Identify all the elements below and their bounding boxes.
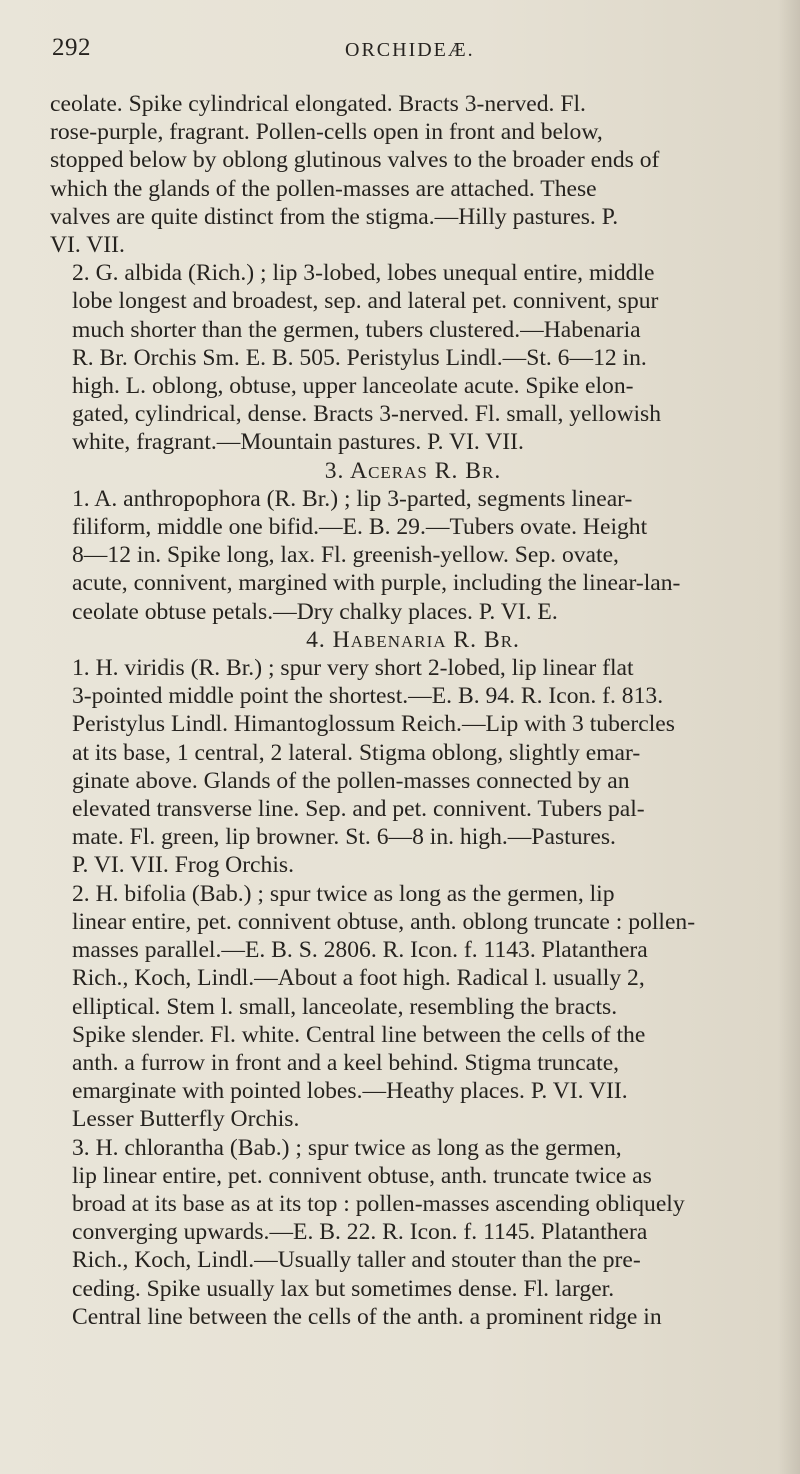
- text-line: acute, connivent, margined with purple, including the linear-lan-: [72, 570, 681, 597]
- text-line: mate. Fl. green, lip browner. St. 6—8 in. high.—Pastures.: [72, 824, 616, 851]
- running-head: [50, 0, 786, 66]
- text-line: R. Br. Orchis Sm. E. B. 505. Peristylus Lindl.—St. 6—12 in.: [72, 344, 647, 371]
- paragraph-gymnadenia-continued: [50, 90, 776, 259]
- text-line: P. VI. VII. Frog Orchis.: [72, 852, 294, 879]
- text-line: VI. VII.: [50, 232, 125, 259]
- entry-h-bifolia: [50, 880, 776, 1134]
- text-line: filiform, middle one bifid.—E. B. 29.—Tubers ovate. Height: [72, 514, 648, 541]
- text-line: Peristylus Lindl. Himantoglossum Reich.—Lip with 3 tubercles: [72, 711, 675, 738]
- text-line: lobe longest and broadest, sep. and lateral pet. connivent, spur: [72, 288, 659, 315]
- page-number: 292: [52, 34, 91, 61]
- text-line: which the glands of the pollen-masses are attached. These: [50, 175, 597, 202]
- text-line: ginate above. Glands of the pollen-masses connected by an: [72, 767, 630, 794]
- text-line: anth. a furrow in front and a keel behind. Stigma truncate,: [72, 1049, 620, 1076]
- text-line: 2. G. albida (Rich.) ; lip 3-lobed, lobes unequal entire, middle: [72, 260, 655, 287]
- text-line: broad at its base as at its top : pollen-masses ascending obliquely: [72, 1190, 685, 1217]
- text-line: stopped below by oblong glutinous valves to the broader ends of: [50, 147, 660, 174]
- text-line: Spike slender. Fl. white. Central line between the cells of the: [72, 1021, 646, 1048]
- entry-a-anthropophora: [50, 485, 776, 626]
- text-line: high. L. oblong, obtuse, upper lanceolate acute. Spike elon-: [72, 373, 634, 400]
- genus-heading-habenaria: 4. Habenaria R. Br.: [306, 626, 520, 653]
- text-line: at its base, 1 central, 2 lateral. Stigma oblong, slightly emar-: [72, 739, 641, 766]
- text-line: converging upwards.—E. B. 22. R. Icon. f. 1145. Platanthera: [72, 1219, 648, 1246]
- text-line: 1. A. anthropophora (R. Br.) ; lip 3-parted, segments linear-: [72, 485, 633, 512]
- text-line: linear entire, pet. connivent obtuse, anth. oblong truncate : pollen-: [72, 908, 696, 935]
- text-line: 3. H. chlorantha (Bab.) ; spur twice as long as the germen,: [72, 1134, 622, 1161]
- genus-heading-aceras: 3. Aceras R. Br.: [324, 457, 502, 484]
- text-line: emarginate with pointed lobes.—Heathy places. P. VI. VII.: [72, 1078, 628, 1105]
- text-line: Lesser Butterfly Orchis.: [72, 1106, 300, 1133]
- text-line: elevated transverse line. Sep. and pet. connivent. Tubers pal-: [72, 796, 645, 823]
- text-line: 8—12 in. Spike long, lax. Fl. greenish-yellow. Sep. ovate,: [72, 542, 619, 569]
- entry-g-albida: [50, 259, 776, 456]
- text-line: ceolate. Spike cylindrical elongated. Bracts 3-nerved. Fl.: [50, 91, 586, 117]
- text-line: masses parallel.—E. B. S. 2806. R. Icon. f. 1143. Platanthera: [72, 937, 648, 964]
- entry-h-chlorantha: [50, 1134, 776, 1331]
- text-line: gated, cylindrical, dense. Bracts 3-nerved. Fl. small, yellowish: [72, 401, 662, 428]
- text-line: rose-purple, fragrant. Pollen-cells open in front and below,: [50, 119, 603, 146]
- text-line: much shorter than the germen, tubers clustered.—Habenaria: [72, 316, 641, 343]
- text-line: Rich., Koch, Lindl.—Usually taller and stouter than the pre-: [72, 1247, 641, 1274]
- text-line: white, fragrant.—Mountain pastures. P. VI. VII.: [72, 429, 524, 456]
- page-edge-shadow: [778, 0, 800, 1474]
- text-line: 3-pointed middle point the shortest.—E. B. 94. R. Icon. f. 813.: [72, 683, 664, 710]
- entry-h-viridis: [50, 654, 776, 880]
- body-text: [50, 90, 776, 1331]
- text-line: ceding. Spike usually lax but sometimes dense. Fl. larger.: [72, 1275, 615, 1302]
- text-line: 2. H. bifolia (Bab.) ; spur twice as long as the germen, lip: [72, 880, 615, 907]
- text-line: 1. H. viridis (R. Br.) ; spur very short 2-lobed, lip linear flat: [72, 655, 634, 682]
- text-line: lip linear entire, pet. connivent obtuse, anth. truncate twice as: [72, 1162, 652, 1189]
- text-line: Rich., Koch, Lindl.—About a foot high. Radical l. usually 2,: [72, 965, 645, 992]
- text-line: elliptical. Stem l. small, lanceolate, resembling the bracts.: [72, 993, 618, 1020]
- text-line: Central line between the cells of the anth. a prominent ridge in: [72, 1303, 662, 1330]
- text-line: valves are quite distinct from the stigma.—Hilly pastures. P.: [50, 203, 619, 230]
- text-line: ceolate obtuse petals.—Dry chalky places. P. VI. E.: [72, 598, 558, 625]
- running-title: ORCHIDEÆ.: [345, 39, 475, 61]
